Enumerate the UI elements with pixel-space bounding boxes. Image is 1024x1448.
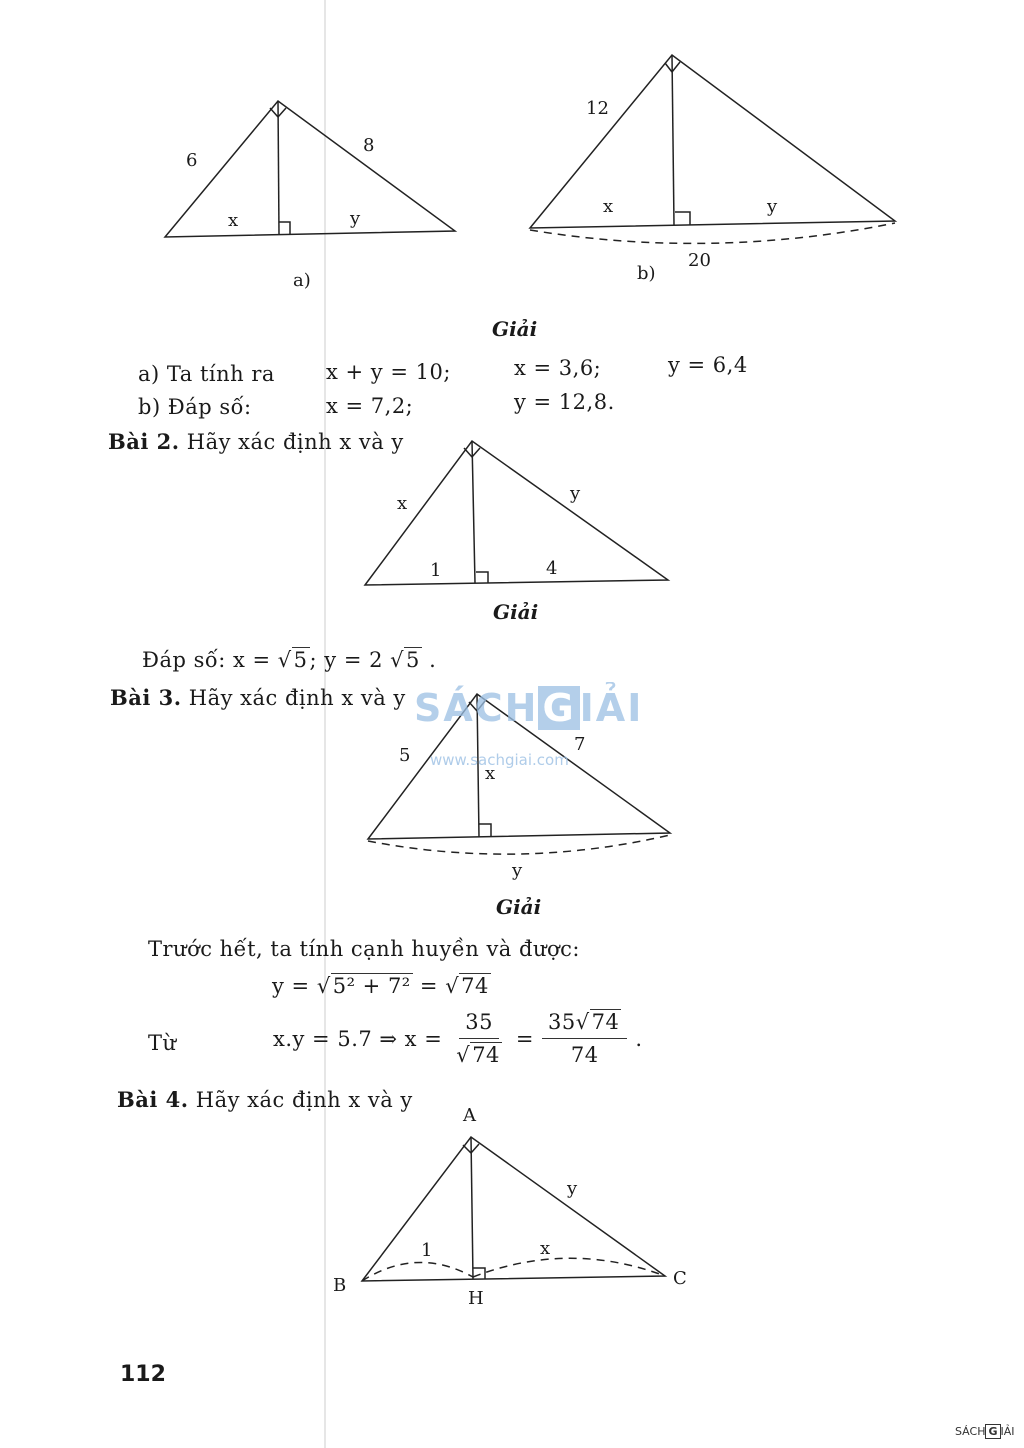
- fig4-seg-left-label: 1: [421, 1240, 433, 1261]
- bai3-frac2-num-rad: 74: [591, 1010, 620, 1034]
- sqrt-sign-4: √74: [445, 974, 489, 998]
- fig3-base-label: y: [512, 860, 523, 881]
- bai2-answer: [142, 648, 436, 672]
- bai2-answer-radicand-2: 5: [406, 648, 420, 672]
- watermark-g-icon: G: [538, 686, 579, 730]
- figure-bai2-triangle: [365, 441, 668, 585]
- bai3-tu: Từ: [148, 1031, 177, 1055]
- answer-a-label: a) Ta tính ra: [138, 362, 275, 386]
- figure-a-triangle: [165, 101, 455, 237]
- giai-heading-2: Giải: [493, 600, 539, 624]
- fig-b-side-left-label: 12: [586, 98, 609, 119]
- bai2-answer-prefix: Đáp số: x =: [142, 648, 271, 672]
- bai3-fraction-1: [450, 1010, 508, 1067]
- answer-a-eq3: y = 6,4: [668, 353, 748, 377]
- fig-a-seg-left-label: x: [228, 210, 239, 231]
- answer-a-eq2: x = 3,6;: [514, 356, 602, 380]
- bai3-title: Bài 3.: [110, 685, 182, 710]
- bai3-eq1-radicand-2: 74: [461, 974, 489, 998]
- bai3-eq1-mid: =: [419, 974, 439, 998]
- page-number: 112: [120, 1362, 166, 1387]
- corner-logo-g-icon: G: [985, 1424, 1000, 1439]
- answer-b-eq2: y = 12,8.: [514, 390, 615, 414]
- bai3-eq-end: .: [635, 1026, 643, 1051]
- bai3-prompt: Hãy xác định x và y: [188, 686, 406, 710]
- fig4-side-right-label: y: [567, 1178, 578, 1199]
- fig-b-caption: b): [637, 263, 656, 284]
- bai3-eq1-lhs: y =: [272, 974, 310, 998]
- fig4-vertex-c: C: [673, 1268, 687, 1289]
- watermark-url: www.sachgiai.com: [430, 751, 569, 769]
- bai2-answer-mid: ; y = 2: [309, 648, 383, 672]
- fig-a-side-left-label: 6: [186, 150, 198, 171]
- bai3-frac1-num: 35: [459, 1010, 499, 1039]
- fig2-side-left-label: x: [397, 493, 408, 514]
- fig-a-caption: a): [293, 270, 311, 291]
- fig2-side-right-label: y: [570, 483, 581, 504]
- fig-a-seg-right-label: y: [350, 208, 361, 229]
- figure-bai4-triangle: [362, 1137, 665, 1281]
- bai4-title: Bài 4.: [117, 1087, 189, 1112]
- sqrt-sign-3: √5² + 7²: [316, 974, 411, 998]
- answer-b-label: b) Đáp số:: [138, 395, 252, 419]
- figure-b-triangle: [530, 55, 895, 243]
- giai-heading-3: Giải: [496, 895, 542, 919]
- watermark-brand-left: SÁCH: [414, 686, 539, 730]
- fig4-seg-right-label: x: [540, 1238, 551, 1259]
- fig4-vertex-h: H: [468, 1288, 484, 1309]
- bai3-intro: Trước hết, ta tính cạnh huyền và được:: [148, 937, 580, 961]
- fig3-side-right-label: 7: [574, 734, 586, 755]
- bai3-eq2: [273, 1010, 643, 1067]
- corner-logo: [955, 1424, 1015, 1439]
- bai2-answer-end: .: [429, 648, 437, 672]
- watermark-brand-right: IẢI: [579, 686, 644, 730]
- bai3-frac2-num-a: 35: [548, 1010, 576, 1034]
- sqrt-sign-6: √74: [575, 1010, 620, 1034]
- answer-a-eq1: x + y = 10;: [326, 360, 451, 384]
- watermark-brand: [414, 686, 643, 730]
- fig-a-side-right-label: 8: [363, 135, 375, 156]
- fig3-height-label: x: [485, 763, 496, 784]
- bai4-prompt: Hãy xác định x và y: [195, 1088, 413, 1112]
- sqrt-sign-2: √5: [390, 648, 420, 672]
- fig-b-seg-left-label: x: [603, 196, 614, 217]
- fig3-side-left-label: 5: [399, 745, 411, 766]
- fig2-seg-right-label: 4: [546, 558, 558, 579]
- bai2-answer-radicand-1: 5: [293, 648, 308, 672]
- bai3-eq2-lhs: x.y = 5.7 ⇒ x =: [273, 1026, 443, 1051]
- fig-b-base-label: 20: [688, 250, 711, 271]
- bai3-fraction-2: [542, 1010, 627, 1067]
- fig2-seg-left-label: 1: [430, 560, 442, 581]
- bai3-eq1: [272, 974, 491, 998]
- bai3-eq1-radicand: 5² + 7²: [332, 974, 411, 998]
- sqrt-sign-5: √74: [456, 1043, 500, 1067]
- bai2-prompt: Hãy xác định x và y: [186, 430, 404, 454]
- giai-heading-1: Giải: [492, 317, 538, 341]
- bai2-title: Bài 2.: [108, 429, 180, 454]
- fig4-vertex-b: B: [333, 1275, 347, 1296]
- corner-logo-left: SÁCH: [955, 1425, 986, 1438]
- answer-b-eq1: x = 7,2;: [326, 394, 414, 418]
- bai3-frac1-den: 74: [472, 1043, 500, 1067]
- sqrt-sign: √5: [277, 648, 308, 672]
- corner-logo-right: IẢI: [1000, 1425, 1015, 1438]
- bai3-eq-sign: =: [515, 1026, 535, 1051]
- fig4-vertex-a: A: [463, 1105, 476, 1126]
- bai3-frac2-den: 74: [570, 1043, 599, 1067]
- fig-b-seg-right-label: y: [767, 196, 778, 217]
